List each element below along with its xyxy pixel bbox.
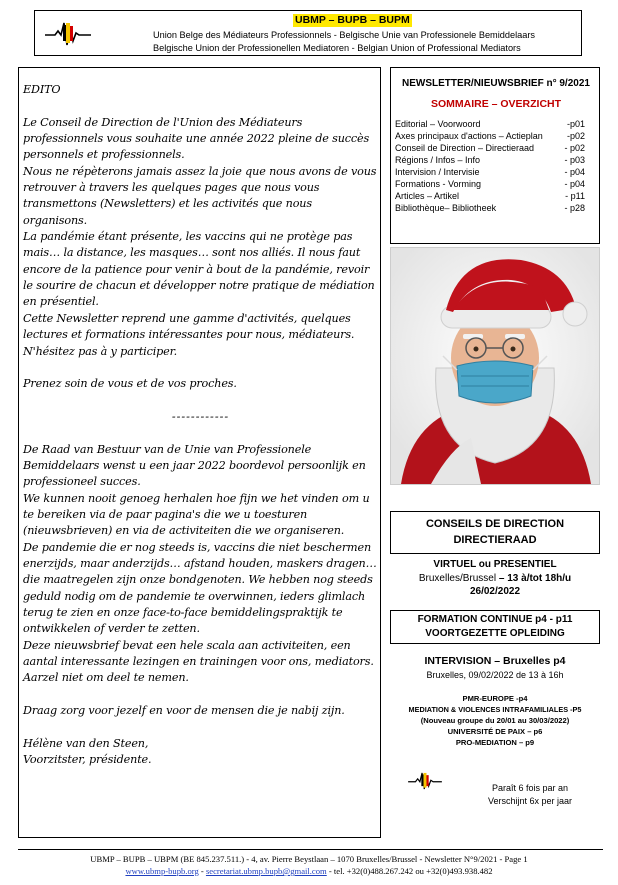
conseils-schedule: [390, 573, 600, 584]
pro-mediation: PRO-MEDIATION – p9: [455, 738, 535, 747]
frequency-nl: Verschijnt 6x per jaar: [487, 796, 573, 806]
voortgezette-opleiding: VOORTGEZETTE OPLEIDING: [425, 628, 565, 639]
toc-label: Articles – Artikel: [395, 191, 460, 201]
intervision-title: INTERVISION – Bruxelles p4: [424, 655, 566, 667]
toc-entry[interactable]: [395, 166, 595, 178]
toc-page: - p03: [564, 155, 585, 165]
conseils-title: CONSEILS DE DIRECTION: [425, 518, 565, 530]
signature-name: Hélène van den Steen,: [23, 736, 149, 750]
edito-fr-paragraph: Cette Newsletter reprend une gamme d'activités, quelques lectures et formations intéressantes pour nous, médiateurs. N'hésitez pas à y participer.: [23, 311, 355, 358]
toc-entry[interactable]: [395, 142, 595, 154]
edito-fr-paragraph: Le Conseil de Direction de l'Union des Médiateurs professionnels vous souhaite une année 2022 pleine de succès personnels et professionnels.: [23, 115, 370, 162]
toc-entry[interactable]: [395, 178, 595, 190]
frequency-fr: Paraît 6 fois par an: [491, 783, 569, 793]
toc-label: Formations - Vorming: [395, 179, 482, 189]
universite-de-paix: UNIVERSITÉ DE PAIX – p6: [447, 727, 543, 736]
ubmp-logo-small: [395, 770, 455, 792]
santa-illustration: [391, 248, 599, 484]
edito-fr-paragraph: Nous ne répèterons jamais assez la joie que nous avons de vous retrouver à travers les quelques pages que nous vous transmettons (Newsletters) et les activités que nous organisons.: [23, 164, 377, 227]
language-separator: ------------: [171, 409, 230, 423]
toc-page: - p02: [564, 143, 585, 153]
toc-page: - p04: [564, 167, 585, 177]
toc-label: Bibliothèque– Bibliotheek: [395, 203, 497, 213]
toc-title: SOMMAIRE – OVERZICHT: [430, 98, 562, 110]
edito-nl-paragraph: De pandemie die er nog steeds is, vaccins die niet beschermen enerzijds, maar anderzijds… afstand houden, maskers dragen… die maatregelen zijn onze bondgenoten. We hebben nog steeds geduld nodig om de pandemie te overwinnen, ieders glimlach terug te zien en onze face-to-face bemiddelingspraktijk te ontwikkelen of verder te zetten.: [23, 540, 377, 636]
conseils-de-direction-box: [390, 511, 600, 554]
mediation-violences: MEDIATION & VIOLENCES INTRAFAMILIALES -P5: [408, 705, 582, 714]
santa-with-mask-illustration: [390, 247, 600, 485]
header-line-1: Union Belge des Médiateurs Professionnels - Belgische Unie van Professionele Bemiddelaars: [153, 30, 535, 40]
toc-page: - p11: [565, 191, 585, 201]
toc-entry[interactable]: [395, 118, 595, 130]
toc-page: - p04: [564, 179, 585, 189]
edito-nl-paragraph: De Raad van Bestuur van de Unie van Professionele Bemiddelaars wenst u een jaar 2022 boordevol persoonlijk en professioneel succes.: [23, 442, 366, 489]
toc-entry[interactable]: [395, 154, 595, 166]
virtuel-presentiel: VIRTUEL ou PRESENTIEL: [433, 559, 557, 570]
edito-nl-paragraph: Deze nieuwsbrief bevat een hele scala aan activiteiten, een aantal interessante lezingen en trainingen voor ons, mediators. Aarzel niet om deel te nemen.: [23, 638, 374, 685]
pmr-europe: PMR-EUROPE -p4: [462, 694, 528, 703]
newsletter-number: NEWSLETTER/NIEUWSBRIEF n° 9/2021: [402, 78, 590, 89]
toc-label: Intervision / Intervisie: [395, 167, 480, 177]
website-link[interactable]: www.ubmp-bupb.org: [125, 866, 199, 876]
edito-title: EDITO: [23, 83, 61, 96]
table-of-contents: [390, 67, 600, 244]
toc-page: - p28: [564, 203, 585, 213]
publication-frequency: [470, 782, 590, 808]
header-line-2: Belgische Union der Professionellen Mediatoren - Belgian Union of Professional Mediators: [153, 43, 521, 53]
toc-label: Conseil de Direction – Directieraad: [395, 143, 535, 153]
toc-entry[interactable]: [395, 190, 595, 202]
edito-fr-closing: Prenez soin de vous et de vos proches.: [23, 377, 237, 391]
toc-label: Axes principaux d'actions – Actieplan: [395, 131, 543, 141]
edito-text: [23, 82, 378, 768]
intervision-detail: Bruxelles, 09/02/2022 de 13 à 16h: [426, 670, 564, 680]
footer-divider: [18, 849, 603, 850]
toc-page: -p01: [566, 119, 585, 129]
toc-entry[interactable]: [395, 130, 595, 142]
conseils-date: 26/02/2022: [469, 586, 521, 597]
formation-title: FORMATION CONTINUE p4 - p11: [417, 614, 573, 625]
edito-panel: [18, 67, 381, 838]
footer-phone: - tel. +32(0)488.267.242 ou +32(0)493.938.482: [326, 866, 493, 876]
conseils-time: – 13 à/tot 18h/u: [496, 573, 572, 584]
toc-page: -p02: [566, 131, 585, 141]
signature-title: Voorzitster, présidente.: [23, 753, 152, 767]
footer-separator: -: [198, 866, 206, 876]
nouveau-groupe: (Nouveau groupe du 20/01 au 30/03/2022): [420, 716, 570, 725]
brand-acronyms: UBMP – BUPB – BUPM: [295, 14, 410, 26]
formation-continue-box: [390, 610, 600, 644]
toc-entry[interactable]: [395, 202, 595, 214]
footer-address: UBMP – BUPB – UBPM (BE 845.237.511.) - 4, av. Pierre Beystlaan – 1070 Bruxelles/Brussel - Newsletter N°9/2021 - Page 1: [90, 854, 528, 864]
edito-nl-paragraph: We kunnen nooit genoeg herhalen hoe fijn we het vinden om u te bereiken via de paar pagina's die we u toesturen (nieuwsbrieven) en via de activiteiten die we organiseren.: [23, 491, 370, 538]
conseils-place: Bruxelles/Brussel: [418, 573, 497, 584]
ubmp-logo: [45, 19, 91, 49]
edito-fr-paragraph: La pandémie étant présente, les vaccins qui ne protège pas mais… la distance, les masques… sont nos alliés. Il nous faut encore de la patience pour venir à bout de la pandémie, revoir le sourire de chacun et développer notre pratique de médiation en présentiel.: [23, 230, 375, 309]
letterhead: [34, 10, 582, 56]
directieraad-title: DIRECTIERAAD: [453, 534, 537, 546]
toc-label: Régions / Infos – Info: [395, 155, 481, 165]
footer-contacts: [0, 866, 618, 877]
email-link[interactable]: secretariat.ubmp.bupb@gmail.com: [205, 866, 327, 876]
toc-label: Editorial – Voorwoord: [395, 119, 481, 129]
edito-nl-closing: Draag zorg voor jezelf en voor de mensen die je nabij zijn.: [23, 704, 345, 718]
